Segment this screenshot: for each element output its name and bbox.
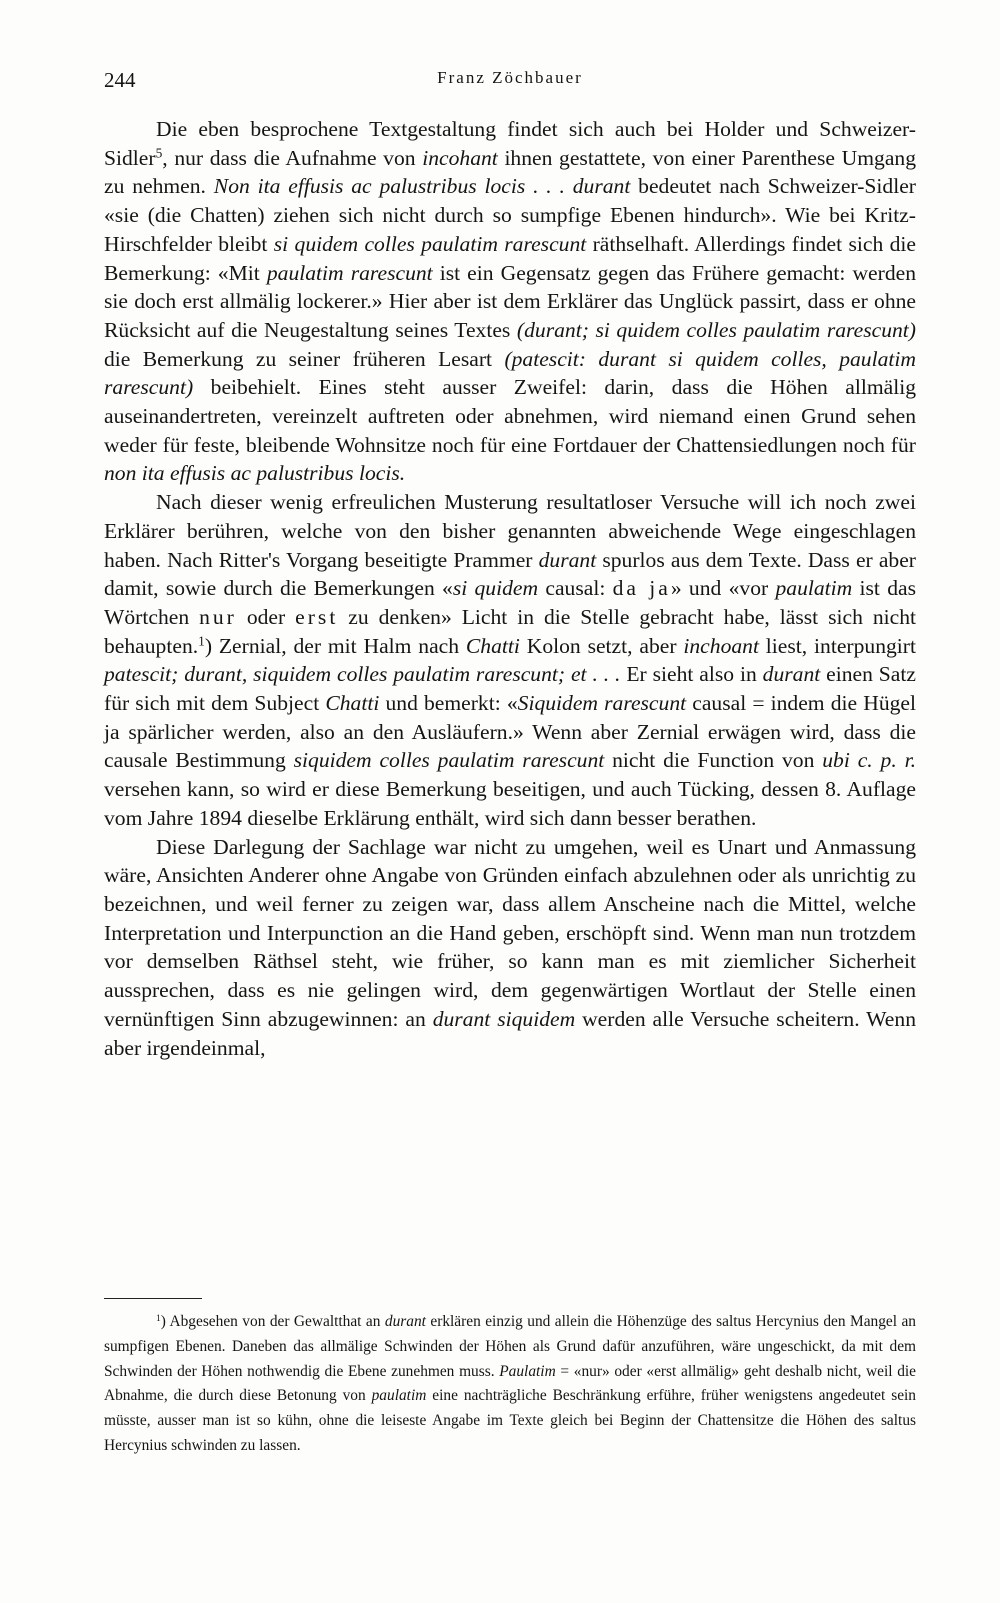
text-run: causal:: [538, 576, 613, 601]
text-run: Nach dieser wenig erfreulichen Musterung resultatloser Versuche will ich noch zwei Erklärer berühren, welche von den bisher genannten abweichende Wege eingeschlagen haben. Nach Ritter's Vorgang beseitigte Prammer: [104, 490, 916, 572]
text-run: Er sieht also in: [620, 662, 763, 687]
footnote-marker: 1: [156, 1312, 161, 1324]
italic-text: Non ita effusis ac palustribus locis . . . durant: [213, 174, 631, 199]
footnote-text: [104, 1310, 916, 1459]
italic-text: Chatti: [465, 633, 520, 658]
text-run: ) Zernial, der mit Halm nach: [204, 633, 466, 658]
page-header: [104, 68, 916, 98]
italic-text: siquidem colles paulatim rarescunt: [293, 748, 605, 773]
footnote-marker: 5: [155, 145, 163, 161]
text-run: Diese Darlegung der Sachlage war nicht zu umgehen, weil es Unart und Anmassung wäre, Ansichten Anderer ohne Angabe von Gründen einfach abzulehnen oder als unrichtig zu bezeichnen, und weil ferner zu zeigen war, dass allem Anscheine nach die Mittel, welche Interpretation und Interpunction an die Hand geben, erschöpft sind. Wenn man nun trotzdem vor demselben Räthsel steht, wie früher, so kann man es mit ziemlicher Sicherheit aussprechen, dass es nie gelingen wird, dem gegenwärtigen Wortlaut der Stelle einen vernünftigen Sinn abzugewinnen: an: [104, 834, 916, 1031]
spaced-text: da ja: [612, 576, 671, 601]
text-run: oder: [236, 604, 296, 629]
text-run: = «nur» oder «erst allmälig» geht deshalb nicht, weil die Abnahme, die durch diese Betonung von: [104, 1362, 917, 1405]
italic-text: paulatim: [371, 1387, 427, 1405]
italic-text: durant: [384, 1313, 426, 1330]
text-run: eine nachträgliche Beschränkung erführe, früher wenigstens angedeutet sein müsste, ausser man ist so kühn, ohne die leiseste Angabe im Texte gleich bei Beginn der Chattensitze die Höhen des saltus Hercynius schwinden zu lassen.: [104, 1387, 916, 1454]
text-run: ist das Wörtchen: [104, 576, 916, 629]
text-run: ist ein Gegensatz gegen das Frühere gemacht: werden sie doch erst allmälig lockerer.» Hier aber ist dem Erklärer das Unglück passirt, dass er ohne Rücksicht auf die Neugestaltung seines Textes: [104, 260, 916, 342]
text-run: » und «vor: [670, 576, 776, 601]
text-run: ) Abgesehen von der Gewaltthat an: [160, 1313, 385, 1330]
italic-text: (patescit: durant si quidem colles, paulatim rarescunt): [104, 346, 916, 400]
page-number: 244: [104, 68, 136, 92]
italic-text: ubi c. p. r.: [822, 748, 916, 773]
text-run: die Bemerkung zu seiner früheren Lesart: [104, 346, 505, 371]
italic-text: Siquidem rarescunt: [517, 691, 687, 716]
text-run: werden alle Versuche scheitern. Wenn aber irgendeinmal,: [104, 1006, 916, 1060]
italic-text: durant: [538, 547, 597, 572]
text-run: erklären einzig und allein die Höhenzüge des saltus Hercynius den Mangel an sumpfigen Ebenen. Daneben das allmälige Schwinden der Höhen als Grund dafür anzuführen, wäre ungeschickt, da mit dem Schwinden der Höhen nothwendig die Ebene zunehmen muss.: [104, 1313, 917, 1380]
footnote: [104, 1310, 916, 1459]
running-head: Franz Zöchbauer: [437, 68, 583, 87]
footnote-marker: 1: [198, 633, 205, 649]
italic-text: patescit; durant, siquidem colles paulatim rarescunt; et . . .: [104, 662, 621, 687]
italic-text: si quidem: [452, 576, 539, 601]
text-run: ihnen gestattete, von einer Parenthese Umgang zu nehmen.: [104, 145, 916, 199]
italic-text: non ita effusis ac palustribus locis.: [104, 461, 406, 486]
text-run: causal = indem die Hügel ja spärlicher werden, also an den Ausläufern.» Wenn aber Zernial erwägen wird, dass die causale Bestimmung: [104, 691, 917, 773]
text-run: spurlos aus dem Texte. Dass er aber damit, sowie durch die Bemerkungen «: [104, 547, 916, 601]
italic-text: durant siquidem: [432, 1006, 576, 1031]
italic-text: incohant: [422, 145, 498, 170]
italic-text: paulatim rarescunt: [266, 260, 433, 285]
italic-text: inchoant: [683, 633, 759, 658]
spaced-text: erst: [295, 604, 339, 629]
text-run: räthselhaft. Allerdings findet sich die Bemerkung: «Mit: [104, 231, 916, 285]
text-run: Die eben besprochene Textgestaltung findet sich auch bei Holder und Schweizer-Sidler: [104, 117, 916, 170]
text-run: einen Satz für sich mit dem Subject: [104, 662, 916, 716]
italic-text: durant: [762, 662, 821, 687]
italic-text: paulatim: [775, 576, 853, 601]
footnote-rule: [104, 1298, 202, 1299]
italic-text: Chatti: [325, 691, 380, 716]
text-run: bedeutet nach Schweizer-Sidler «sie (die Chatten) ziehen sich nicht durch so sumpfige Ebenen hindurch». Wie bei Kritz-Hirschfelder bleibt: [104, 174, 916, 256]
paragraph: [104, 488, 916, 832]
text-run: liest, interpungirt: [758, 633, 916, 658]
italic-text: si quidem colles paulatim rarescunt: [273, 231, 587, 256]
body-text: [104, 115, 916, 1062]
text-run: versehen kann, so wird er diese Bemerkung beseitigen, und auch Tücking, dessen 8. Auflage vom Jahre 1894 dieselbe Erklärung enthält, wird sich dann besser berathen.: [104, 777, 916, 830]
text-run: zu denken» Licht in die Stelle gebracht habe, lässt sich nicht behaupten.: [104, 604, 917, 658]
text-run: Kolon setzt, aber: [519, 633, 684, 658]
paragraph: [104, 833, 916, 1063]
italic-text: (durant; si quidem colles paulatim rarescunt): [516, 317, 917, 342]
text-run: nicht die Function von: [604, 748, 823, 773]
text-run: und bemerkt: «: [379, 691, 518, 716]
paragraph: [104, 115, 916, 488]
text-run: beibehielt. Eines steht ausser Zweifel: darin, dass die Höhen allmälig auseinandertreten, vereinzelt auftreten oder abnehmen, wird niemand einen Grund sehen weder für feste, bleibende Wohnsitze noch für eine Fortdauer der Chattensiedlungen noch für: [104, 375, 916, 457]
text-run: , nur dass die Aufnahme von: [162, 145, 423, 170]
spaced-text: nur: [199, 604, 237, 629]
italic-text: Paulatim: [499, 1362, 556, 1380]
